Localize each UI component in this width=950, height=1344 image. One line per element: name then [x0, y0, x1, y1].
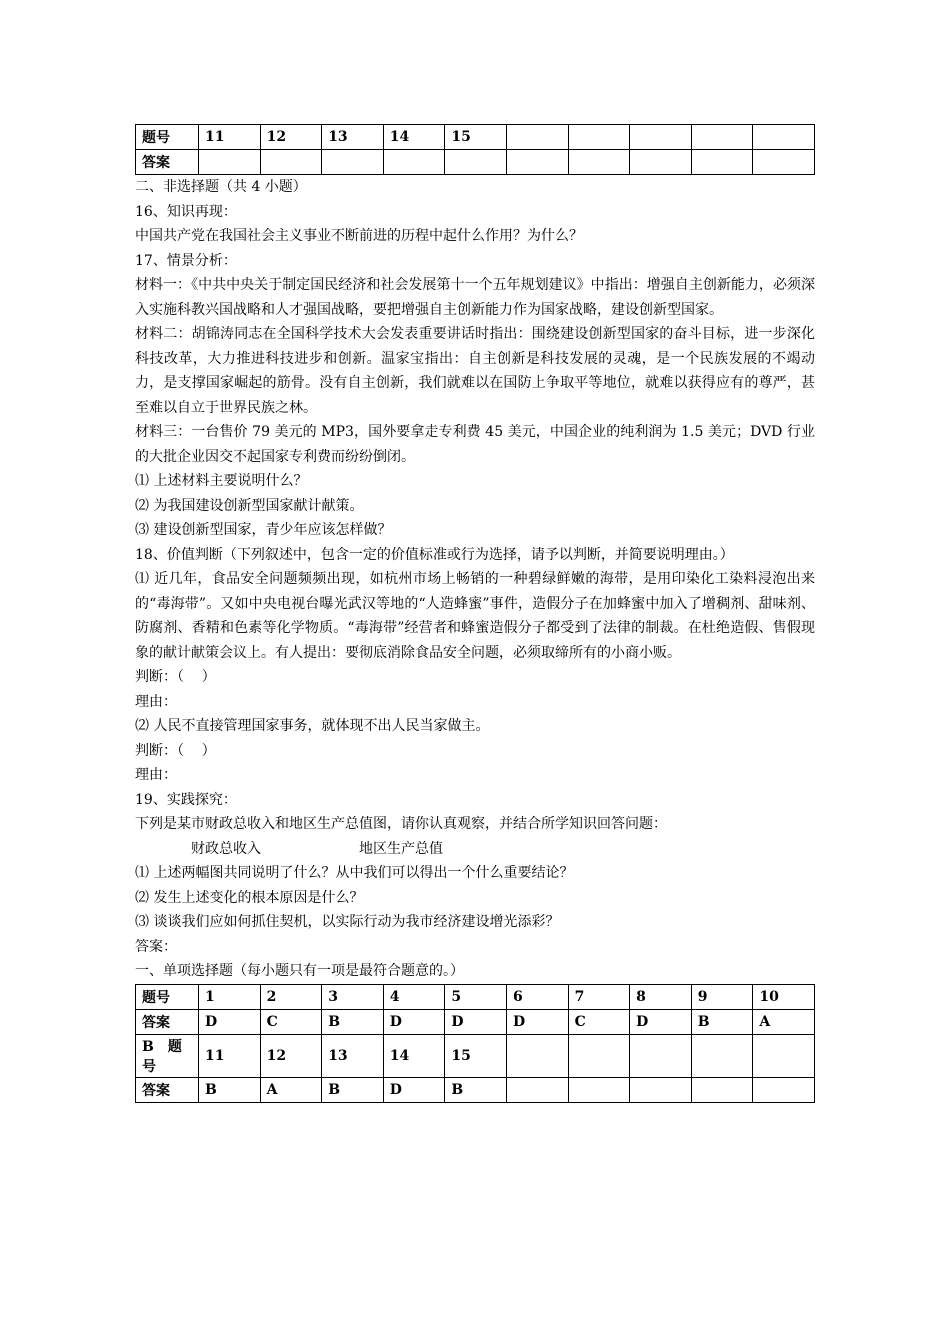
material-paragraph: 材料二：胡锦涛同志在全国科学技术大会发表重要讲话时指出：围绕建设创新型国家的奋斗目标，进一步深化科技改革，大力推进科技进步和创新。温家宝指出：自主创新是科技发展的灵魂，是一个民族发展的不竭动力，是支撑国家崛起的筋骨。没有自主创新，我们就难以在国防上争取平等地位，就难以获得应有的尊严，甚至难以自立于世界民族之林。 [135, 326, 815, 416]
question-text: 中国共产党在我国社会主义事业不断前进的历程中起什么作用？为什么？ [135, 228, 583, 244]
answer-grid-top [135, 124, 815, 175]
judgement-line: 判断：（ ） [135, 742, 216, 759]
table-cell: B [322, 1009, 384, 1034]
table-cell: 13 [322, 125, 384, 150]
table-cell [630, 150, 692, 175]
chart-caption: 地区生产总值 [359, 840, 443, 857]
table-cell: 3 [322, 984, 384, 1009]
row-label: 答案 [136, 1009, 199, 1034]
table-cell: 5 [445, 984, 507, 1009]
table-cell [322, 150, 384, 175]
table-cell: A [260, 1077, 322, 1102]
question-title: 16、知识再现： [135, 203, 237, 220]
table-cell: C [260, 1009, 322, 1034]
table-cell: B [445, 1077, 507, 1102]
table-cell: 13 [322, 1034, 384, 1077]
table-cell: D [630, 1009, 692, 1034]
table-cell: 8 [630, 984, 692, 1009]
row-label: 题号 [136, 125, 199, 150]
reason-line: 理由： [135, 767, 177, 783]
table-cell [691, 1077, 753, 1102]
table-cell [199, 150, 261, 175]
sub-question: ⑴ 上述两幅图共同说明了什么？从中我们可以得出一个什么重要结论？ [135, 865, 574, 881]
judgement-line: 判断：（ ） [135, 669, 216, 685]
table-cell: 12 [260, 1034, 322, 1077]
table-cell: 7 [568, 984, 630, 1009]
table-row [136, 125, 815, 150]
section-heading: 一、单项选择题（每小题只有一项是最符合题意的。） [135, 963, 464, 979]
table-cell [506, 125, 568, 150]
table-cell [691, 1034, 753, 1077]
table-cell: 14 [383, 125, 445, 150]
sub-question: ⑶ 谈谈我们应如何抓住契机，以实际行动为我市经济建设增光添彩？ [135, 914, 560, 930]
table-cell [630, 1034, 692, 1077]
table-cell [753, 1077, 815, 1102]
table-cell: 15 [445, 125, 507, 150]
table-cell: B [199, 1077, 261, 1102]
table-row [136, 1034, 815, 1077]
table-row [136, 1009, 815, 1034]
row-label: 题号 [136, 984, 199, 1009]
sub-question: ⑵ 为我国建设创新型国家献计献策。 [135, 497, 364, 514]
table-cell: 11 [199, 1034, 261, 1077]
material-paragraph: 材料一：《中共中央关于制定国民经济和社会发展第十一个五年规划建议》中指出：增强自主创新能力，必须深入实施科教兴国战略和人才强国战略，要把增强自主创新能力作为国家战略，建设创新型国家。 [135, 277, 815, 318]
table-cell: B [691, 1009, 753, 1034]
answer-label: 答案： [135, 938, 177, 955]
table-cell [753, 1034, 815, 1077]
question-title: 17、情景分析： [135, 252, 237, 269]
table-cell: 15 [445, 1034, 507, 1077]
table-cell [260, 150, 322, 175]
table-cell [445, 150, 507, 175]
section-heading: 二、非选择题（共 4 小题） [135, 179, 307, 195]
question-title: 18、价值判断（下列叙述中，包含一定的价值标准或行为选择，请予以判断，并简要说明理由。） [135, 546, 734, 563]
reason-line: 理由： [135, 693, 177, 710]
table-cell: D [506, 1009, 568, 1034]
table-cell [630, 125, 692, 150]
sub-question: ⑴ 上述材料主要说明什么？ [135, 473, 308, 489]
material-paragraph: 材料三：一台售价 79 美元的 MP3，国外要拿走专利费 45 美元，中国企业的纯利润为 1.5 美元；DVD 行业的大批企业因交不起国家专利费而纷纷倒闭。 [135, 424, 815, 465]
table-cell [506, 1034, 568, 1077]
table-cell: D [445, 1009, 507, 1034]
table-cell: 4 [383, 984, 445, 1009]
table-cell: 11 [199, 125, 261, 150]
table-cell: A [753, 1009, 815, 1034]
table-cell [383, 150, 445, 175]
table-cell: 1 [199, 984, 261, 1009]
table-cell [691, 125, 753, 150]
sub-question: ⑵ 人民不直接管理国家事务，就体现不出人民当家做主。 [135, 718, 490, 734]
table-cell: D [383, 1009, 445, 1034]
table-cell: 12 [260, 125, 322, 150]
question-title: 19、实践探究： [135, 791, 237, 808]
table-cell [568, 1077, 630, 1102]
table-cell: B [322, 1077, 384, 1102]
table-cell: C [568, 1009, 630, 1034]
chart-caption: 财政总收入 [191, 840, 261, 857]
table-cell: D [383, 1077, 445, 1102]
table-cell [630, 1077, 692, 1102]
table-cell: 9 [691, 984, 753, 1009]
question-text: 下列是某市财政总收入和地区生产总值图，请你认真观察，并结合所学知识回答问题： [135, 816, 667, 832]
table-row [136, 150, 815, 175]
table-cell: 2 [260, 984, 322, 1009]
sub-question: ⑴ 近几年，食品安全问题频频出现，如杭州市场上畅销的一种碧绿鲜嫩的海带，是用印染化工染料浸泡出来的“毒海带”。又如中央电视台曝光武汉等地的“人造蜂蜜”事件，造假分子在加蜂蜜中加入了增稠剂、甜味剂、防腐剂、香精和色素等化学物质。“毒海带”经营者和蜂蜜造假分子都受到了法律的制裁。在杜绝造假、售假现象的献计献策会议上。有人提出：要彻底消除食品安全问题，必须取缔所有的小商小贩。 [135, 571, 815, 661]
chart-captions [135, 837, 815, 862]
table-cell [506, 1077, 568, 1102]
table-cell [568, 150, 630, 175]
sub-question: ⑵ 发生上述变化的根本原因是什么？ [135, 889, 364, 906]
row-label: 答案 [136, 1077, 199, 1102]
table-cell [568, 1034, 630, 1077]
table-cell: 14 [383, 1034, 445, 1077]
table-cell [568, 125, 630, 150]
document-page [135, 124, 815, 1103]
table-cell [753, 150, 815, 175]
table-cell: 10 [753, 984, 815, 1009]
answer-key-table [135, 984, 815, 1103]
table-cell: D [199, 1009, 261, 1034]
table-row [136, 984, 815, 1009]
table-row [136, 1077, 815, 1102]
table-cell [753, 125, 815, 150]
table-cell [691, 150, 753, 175]
sub-question: ⑶ 建设创新型国家，青少年应该怎样做？ [135, 522, 392, 538]
table-cell: 6 [506, 984, 568, 1009]
table-cell [506, 150, 568, 175]
row-label: 答案 [136, 150, 199, 175]
row-label: B 题号 [136, 1034, 199, 1077]
